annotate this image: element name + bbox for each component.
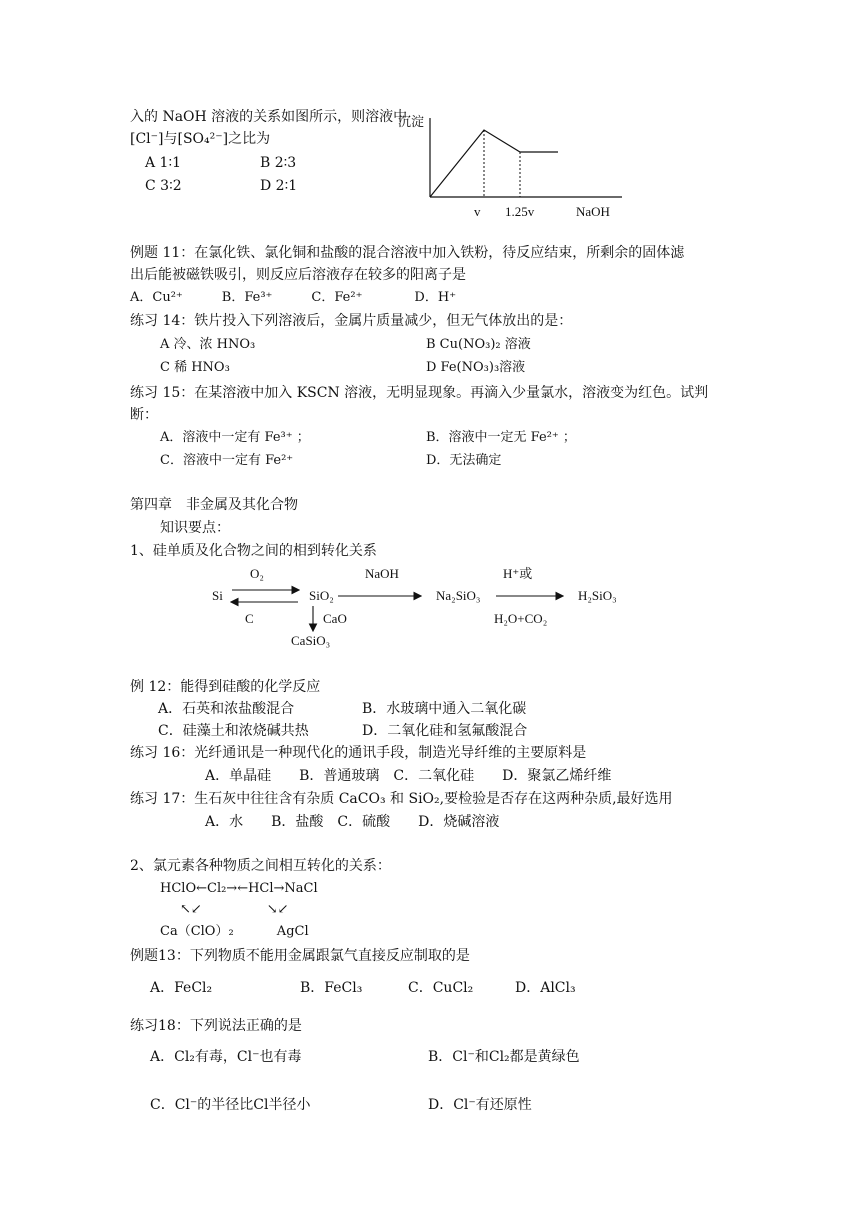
ex11-line2: 出后能被磁铁吸引，则反应后溶液存在较多的阳离子是: [130, 267, 466, 283]
label-h2sio3: H₂SiO₃: [578, 588, 617, 603]
ex12-b: B．水玻璃中通入二氧化碳: [362, 701, 527, 717]
section-1-title: 1、硅单质及化合物之间的相到转化关系: [130, 543, 377, 559]
ex11-options: A．Cu²⁺ B．Fe³⁺ C．Fe²⁺ D．H⁺: [130, 290, 457, 305]
intro-line2: [Cl⁻]与[SO₄²⁻]之比为: [130, 131, 271, 147]
pr17-question: 练习 17：生石灰中往往含有杂质 CaCO₃ 和 SiO₂,要检验是否存在这两种杂质,最好选用: [130, 791, 673, 807]
pr14-d: D Fe(NO₃)₃溶液: [426, 360, 526, 375]
ex13-d: D．AlCl₃: [515, 980, 576, 996]
label-naoh: NaOH: [365, 566, 399, 581]
pr16-question: 练习 16：光纤通讯是一种现代化的通讯手段，制造光导纤维的主要原料是: [130, 745, 587, 761]
ex12-d: D．二氧化硅和氢氟酸混合: [362, 723, 528, 739]
ex13-a: A．FeCl₂: [150, 980, 213, 996]
graph-curve: [430, 130, 558, 197]
label-h2oco2: H₂O+CO₂: [494, 611, 548, 626]
label-h: H⁺或: [503, 566, 533, 581]
chapter-title: 第四章 非金属及其化合物: [130, 497, 298, 513]
knowledge-points: 知识要点：: [160, 520, 230, 536]
section-2-title: 2、氯元素各种物质之间相互转化的关系：: [130, 858, 391, 874]
ex13-c: C．CuCl₂: [408, 980, 474, 996]
label-o2: O₂: [250, 566, 264, 581]
option-d: D 2∶1: [260, 178, 298, 194]
pr18-c: C．Cl⁻的半径比Cl半径小: [150, 1097, 311, 1113]
pr15-b: B．溶液中一定无 Fe²⁺ ；: [426, 430, 576, 445]
pr14-question: 练习 14：铁片投入下列溶液后，金属片质量减少，但无气体放出的是：: [130, 313, 573, 329]
label-c: C: [245, 611, 254, 626]
intro-line1: 入的 NaOH 溶液的关系如图所示，则溶液中: [130, 109, 408, 125]
pr17-options: A．水 B．盐酸 C．硫酸 D．烧碱溶液: [205, 814, 500, 830]
graph-x2: 1.25v: [505, 204, 535, 219]
chlorine-row1: HClO←Cl₂→←HCl→NaCl: [160, 881, 318, 896]
label-sio2: SiO₂: [309, 588, 334, 603]
graph-x1: v: [474, 204, 481, 219]
ex12-a: A．石英和浓盐酸混合: [158, 701, 295, 717]
label-si: Si: [212, 588, 223, 603]
pr15-line1: 练习 15：在某溶液中加入 KSCN 溶液，无明显现象。再滴入少量氯水，溶液变为红色。试判: [130, 385, 709, 401]
pr18-b: B．Cl⁻和Cl₂都是黄绿色: [428, 1049, 580, 1065]
graph-xname: NaOH: [576, 204, 610, 219]
pr18-a: A．Cl₂有毒，Cl⁻也有毒: [150, 1049, 302, 1065]
ex12-question: 例 12：能得到硅酸的化学反应: [130, 679, 321, 695]
pr14-a: A 冷、浓 HNO₃: [160, 337, 256, 352]
label-cao: CaO: [323, 611, 347, 626]
pr14-b: B Cu(NO₃)₂ 溶液: [426, 337, 531, 352]
pr18-question: 练习18：下列说法正确的是: [130, 1018, 302, 1034]
pr15-c: C．溶液中一定有 Fe²⁺: [160, 453, 294, 468]
pr15-a: A．溶液中一定有 Fe³⁺ ；: [160, 430, 310, 445]
graph-ylabel: 沉淀: [398, 114, 425, 129]
chlorine-row2: ↖↙ ↘↙: [180, 902, 289, 917]
option-c: C 3∶2: [145, 178, 182, 194]
chlorine-row3: Ca（ClO）₂ AgCl: [160, 924, 309, 939]
pr14-c: C 稀 HNO₃: [160, 360, 230, 375]
label-na2sio3: Na₂SiO₃: [436, 588, 481, 603]
option-b: B 2∶3: [260, 155, 297, 171]
pr18-d: D．Cl⁻有还原性: [428, 1097, 532, 1113]
label-casio3: CaSiO₃: [291, 633, 331, 648]
pr15-line2: 断：: [130, 407, 158, 423]
pr15-d: D．无法确定: [426, 453, 502, 468]
option-a: A 1∶1: [145, 155, 182, 171]
ex11-line1: 例题 11：在氯化铁、氯化铜和盐酸的混合溶液中加入铁粉，待反应结束，所剩余的固体滤: [130, 245, 685, 261]
pr16-options: A．单晶硅 B．普通玻璃 C．二氧化硅 D．聚氯乙烯纤维: [205, 768, 612, 784]
ex12-c: C．硅藻土和浓烧碱共热: [158, 723, 309, 739]
ex13-question: 例题13：下列物质不能用金属跟氯气直接反应制取的是: [130, 948, 470, 964]
ex13-b: B．FeCl₃: [300, 980, 363, 996]
